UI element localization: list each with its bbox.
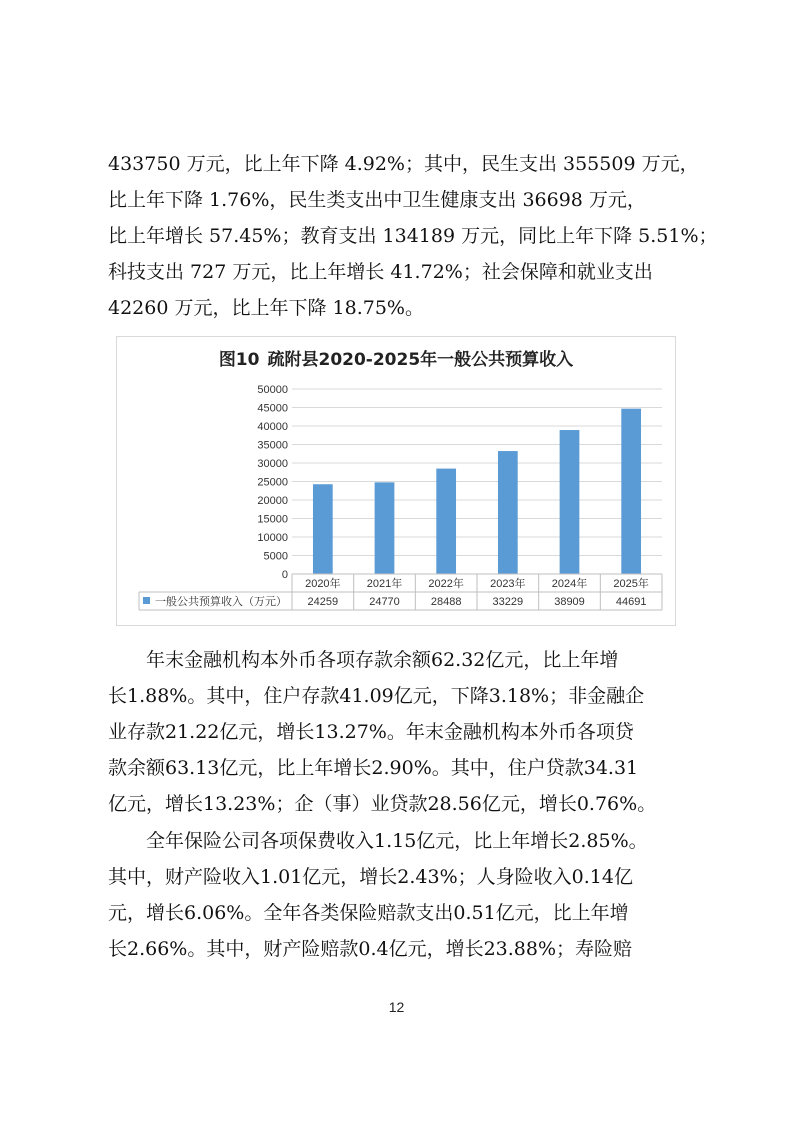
x-tick-label: 2021年 <box>366 578 403 590</box>
chart-title-label: 图10 <box>218 350 260 370</box>
chart-canvas <box>117 337 675 625</box>
x-tick-label: 2022年 <box>428 578 464 590</box>
y-tick-label: 15000 <box>257 513 288 526</box>
text-line: 长2.66%。其中，财产险赔款0.4亿元，增长23.88%；寿险赔 <box>108 938 633 960</box>
chart-title-text: 疏附县2020-2025年一般公共预算收入 <box>267 350 574 370</box>
text-line: 元，增长6.06%。全年各类保险赔款支出0.51亿元，比上年增 <box>108 902 629 924</box>
y-tick-label: 10000 <box>257 532 288 544</box>
bar <box>498 451 518 574</box>
chart-title <box>117 345 675 370</box>
y-tick-label: 25000 <box>257 476 288 489</box>
text-line: 长1.88%。其中，住户存款41.09亿元，下降3.18%；非金融企 <box>108 685 645 707</box>
y-tick-label: 30000 <box>257 458 288 470</box>
budget-revenue-chart <box>116 336 676 626</box>
text-line: 433750 万元，比上年下降 4.92%；其中，民生支出 355509 万元， <box>108 153 699 175</box>
text-line: 其中，财产险收入1.01亿元，增长2.43%；人身险收入0.14亿 <box>108 866 633 888</box>
data-label: 28488 <box>430 596 462 608</box>
paragraph-fiscal-expenditure <box>108 146 718 326</box>
y-tick-label: 50000 <box>257 384 288 396</box>
y-tick-label: 5000 <box>263 550 288 563</box>
data-label: 38909 <box>554 596 585 608</box>
paragraph-insurance <box>108 823 688 967</box>
text-line: 比上年增长 57.45%；教育支出 134189 万元，同比上年下降 5.51%； <box>108 225 718 247</box>
bar <box>313 484 333 574</box>
data-label: 24770 <box>369 596 400 608</box>
page-number: 12 <box>388 999 405 1015</box>
data-label: 33229 <box>492 596 524 608</box>
y-tick-label: 20000 <box>257 495 288 507</box>
legend-label: 一般公共预算收入（万元） <box>155 596 287 608</box>
x-tick-label: 2020年 <box>305 578 341 590</box>
bar <box>436 469 456 574</box>
y-tick-label: 45000 <box>257 402 288 415</box>
text-line: 科技支出 727 万元，比上年增长 41.72%；社会保障和就业支出 <box>108 261 653 283</box>
text-line: 42260 万元，比上年下降 18.75%。 <box>108 297 424 319</box>
bar <box>375 482 395 574</box>
x-tick-label: 2025年 <box>613 578 649 590</box>
y-tick-label: 40000 <box>257 421 288 433</box>
text-line: 款余额63.13亿元，比上年增长2.90%。其中，住户贷款34.31 <box>108 757 639 779</box>
text-line: 亿元，增长13.23%；企（事）业贷款28.56亿元，增长0.76%。 <box>108 793 657 815</box>
text-line: 全年保险公司各项保费收入1.15亿元，比上年增长2.85%。 <box>146 830 648 852</box>
text-line: 年末金融机构本外币各项存款余额62.32亿元，比上年增 <box>146 649 619 671</box>
x-tick-label: 2023年 <box>490 578 526 590</box>
bar <box>621 409 641 574</box>
text-line: 业存款21.22亿元，增长13.27%。年末金融机构本外币各项贷 <box>108 721 634 743</box>
y-tick-label: 35000 <box>257 439 288 452</box>
legend-swatch <box>143 597 150 604</box>
data-label: 44691 <box>615 596 647 608</box>
text-line: 比上年下降 1.76%，民生类支出中卫生健康支出 36698 万元， <box>108 189 646 211</box>
y-tick-label: 0 <box>281 569 288 581</box>
paragraph-finance <box>108 642 688 822</box>
bar <box>560 430 580 574</box>
x-tick-label: 2024年 <box>551 578 588 590</box>
data-label: 24259 <box>307 596 339 608</box>
